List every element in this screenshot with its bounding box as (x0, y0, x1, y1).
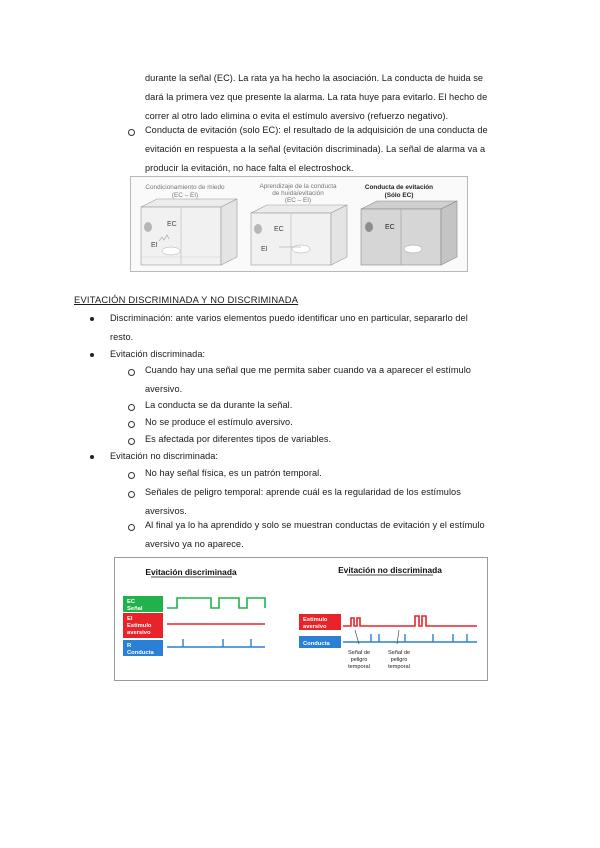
shuttle-box-figure (130, 176, 468, 272)
circle-bullet-icon (128, 524, 135, 531)
discriminated-item-1 (145, 361, 527, 399)
circle-bullet-icon (128, 438, 135, 445)
non-discriminated-item-1: No hay señal física, es un patrón temporal. (145, 468, 322, 478)
r-label-2: Conducta (127, 650, 154, 656)
danger1-label-1: Señal de (347, 650, 371, 656)
right-stimulus-label-1: Estímulo (303, 617, 328, 623)
intro-line-1: durante la señal (EC). La rata ya ha hecho la asociación. La conducta de huida se (145, 73, 484, 83)
speaker-icon (365, 222, 373, 232)
discriminated-item-1-line-1: Cuando hay una señal que me permita saber cuando va a aparecer el estímulo (145, 365, 471, 375)
rat-icon (162, 247, 180, 255)
left-diagram-title: Evitación discriminada (145, 567, 237, 577)
ei-label-1: EI (127, 616, 133, 622)
speaker-icon (254, 224, 262, 234)
panel-escape-learning (251, 183, 347, 265)
right-stimulus-trace (343, 616, 477, 626)
panel1-ec: EC (167, 221, 177, 228)
discriminated-title: Evitación discriminada: (110, 349, 206, 359)
intro-paragraph (145, 69, 527, 126)
panel1-title-1: Condicionamiento de miedo (145, 184, 225, 191)
ec-signal-trace (167, 598, 265, 608)
discriminated-item-1-line-2: aversivo. (145, 384, 183, 394)
discrimination-line-2: resto. (110, 332, 134, 342)
rat-icon (404, 245, 422, 253)
non-discriminated-item-2-line-2: aversivos. (145, 506, 187, 516)
circle-bullet-icon (128, 129, 135, 136)
non-discriminated-title: Evitación no discriminada: (110, 451, 219, 461)
r-label-1: R (127, 643, 132, 649)
non-discriminated-item-3-line-2: aversivo ya no aparece. (145, 539, 244, 549)
right-diagram-title: Evitación no discriminada (338, 565, 442, 575)
avoidance-line-3: producir la evitación, no hace falta el electroshock. (145, 163, 354, 173)
dot-bullet-icon (90, 455, 94, 459)
panel-avoidance (361, 184, 457, 265)
speaker-icon (144, 222, 152, 232)
ei-label-3: aversivo (127, 630, 151, 636)
circle-bullet-icon (128, 369, 135, 376)
intro-line-2: dará la primera vez que presente la alarma. La rata huye para evitarlo. El hecho de (145, 92, 488, 102)
ec-label-1: EC (127, 599, 136, 605)
right-behavior-label: Conducta (303, 641, 330, 647)
discrimination-item (110, 309, 527, 347)
avoidance-timeline-diagram (115, 558, 487, 680)
dot-bullet-icon (90, 317, 94, 321)
avoidance-timeline-figure (114, 557, 488, 681)
panel2-ec: EC (274, 226, 284, 233)
panel3-title-1: Conducta de evitación (364, 184, 434, 191)
non-discriminated-item-3 (145, 516, 527, 554)
intro-line-3: correr al otro lado elimina o evita el estímulo aversivo (refuerzo negativo). (145, 111, 449, 121)
panel3-ec: EC (385, 224, 395, 231)
danger1-label-3: temporal (348, 664, 370, 670)
rat-icon (292, 245, 310, 253)
avoidance-line-2: evitación en respuesta a la señal (evitación discriminada). La señal de alarma va a (145, 144, 486, 154)
discriminated-item-4: Es afectada por diferentes tipos de variables. (145, 434, 332, 444)
panel2-title-2: de huida/evitación (272, 190, 324, 197)
avoidance-behavior-item (145, 121, 527, 178)
section-heading: EVITACIÓN DISCRIMINADA Y NO DISCRIMINADA (74, 294, 299, 305)
non-discriminated-item-2-line-1: Señales de peligro temporal: aprende cuál es la regularidad de los estímulos (145, 487, 461, 497)
panel1-title-2: (EC – EI) (171, 192, 199, 199)
panel3-title-2: (Sólo EC) (384, 192, 414, 199)
avoidance-line-1: Conducta de evitación (solo EC): el resultado de la adquisición de una conducta de (145, 125, 488, 135)
ec-label-2: Señal (127, 606, 143, 612)
dot-bullet-icon (90, 353, 94, 357)
panel1-ei: EI (151, 242, 158, 249)
right-behavior-trace (343, 634, 477, 642)
circle-bullet-icon (128, 404, 135, 411)
circle-bullet-icon (128, 472, 135, 479)
danger2-label-3: temporal (388, 664, 410, 670)
discrimination-line-1: Discriminación: ante varios elementos puedo identificar uno en particular, separarlo del (110, 313, 468, 323)
panel-fear-conditioning (141, 184, 237, 265)
ei-label-2: Estímulo (127, 623, 152, 629)
discriminated-item-2: La conducta se da durante la señal. (145, 400, 293, 410)
danger2-label-2: peligro (390, 657, 408, 663)
danger1-label-2: peligro (350, 657, 368, 663)
panel2-title-3: (EC – EI) (284, 197, 312, 204)
shuttle-box-illustration (131, 177, 467, 271)
panel2-ei: EI (261, 246, 268, 253)
non-discriminated-item-3-line-1: Al final ya lo ha aprendido y solo se muestran conductas de evitación y el estímulo (145, 520, 485, 530)
right-stimulus-label-2: aversivo (303, 624, 327, 630)
danger2-label-1: Señal de (387, 650, 411, 656)
circle-bullet-icon (128, 491, 135, 498)
discriminated-item-3: No se produce el estímulo aversivo. (145, 417, 293, 427)
circle-bullet-icon (128, 421, 135, 428)
r-behavior-trace (167, 639, 265, 647)
panel2-title-1: Aprendizaje de la conducta (259, 183, 337, 190)
